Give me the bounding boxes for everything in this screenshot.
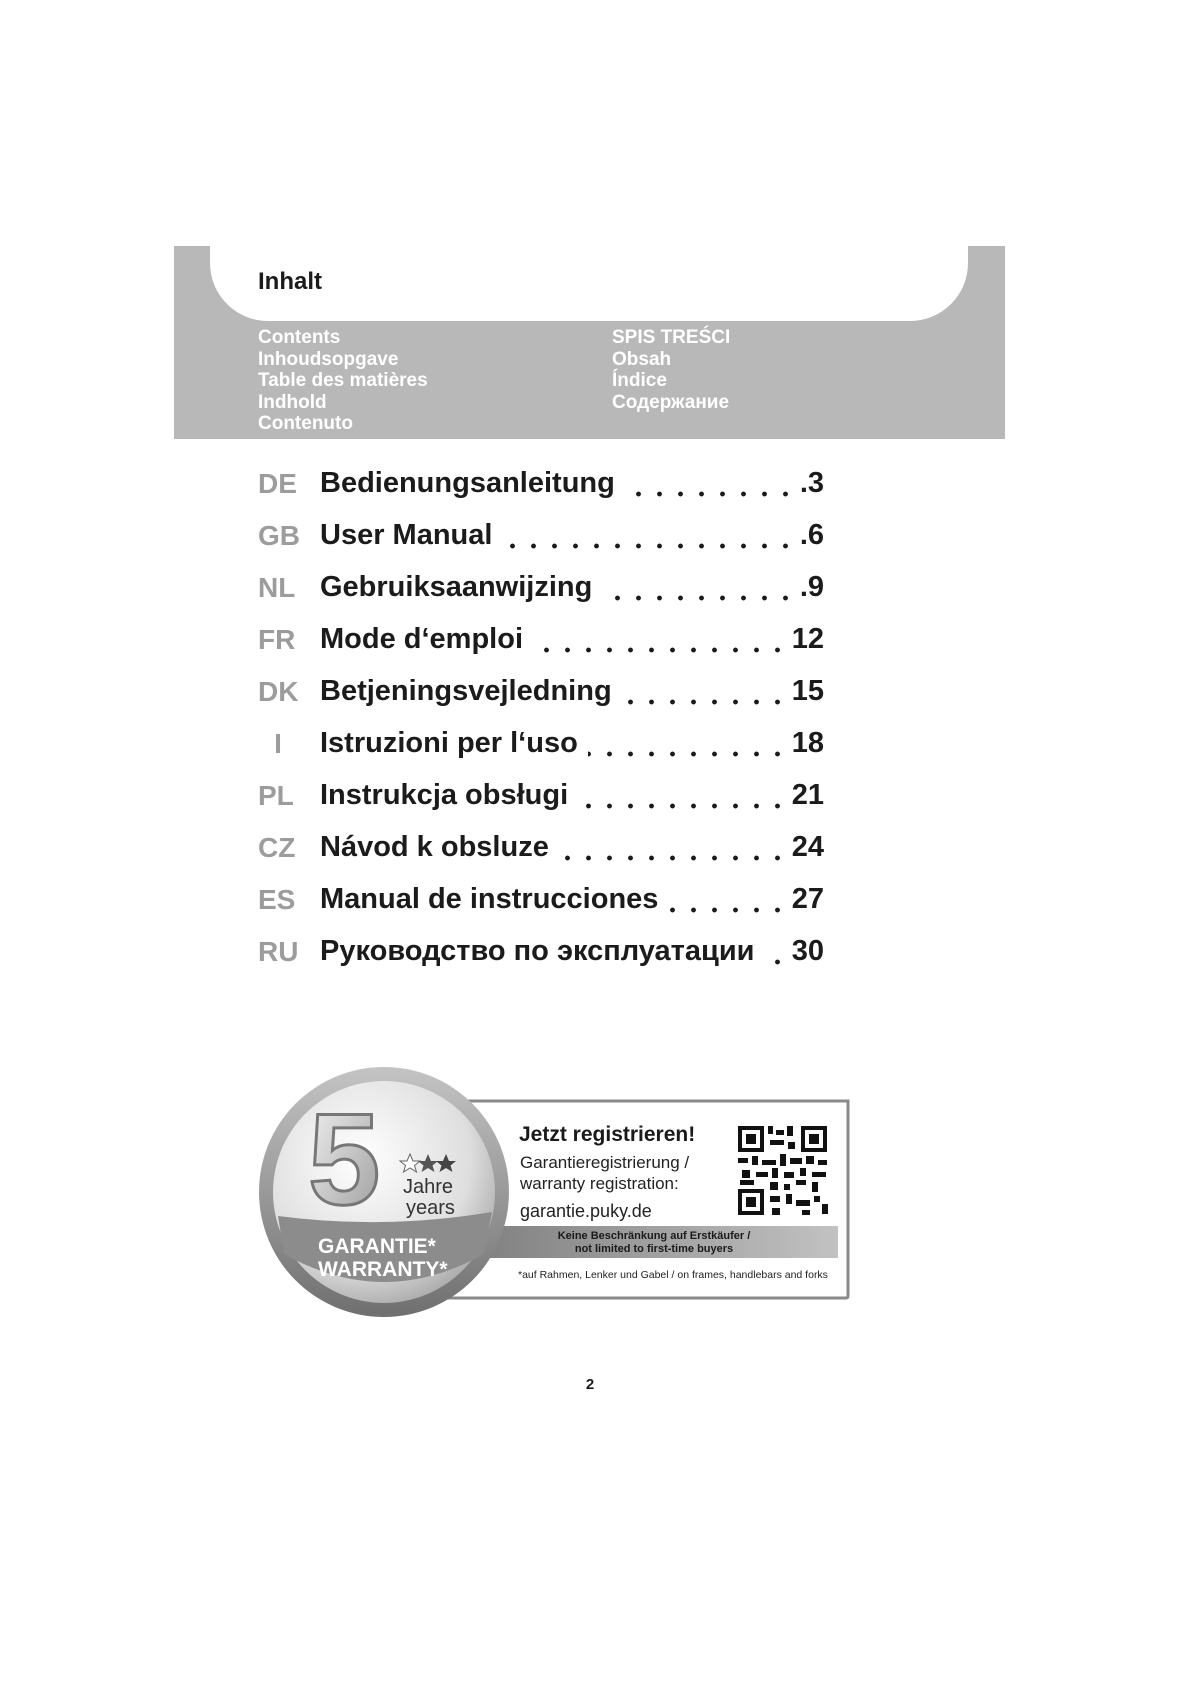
toc-page-number: .3 <box>799 467 824 499</box>
toc-title: Руководство по эксплуатации <box>320 935 755 967</box>
toc-leader-dots <box>764 959 788 965</box>
page-number: 2 <box>585 1376 595 1393</box>
toc-title: Mode d‘emploi <box>320 623 523 655</box>
toc-leader-dots <box>533 647 788 653</box>
contents-translations-right <box>612 327 730 413</box>
toc-language-code: DK <box>258 676 299 707</box>
badge-headline: Jetzt registrieren! <box>519 1123 696 1146</box>
badge-jahre: Jahre <box>403 1176 454 1198</box>
toc-language-code: NL <box>258 572 296 603</box>
contents-translation: SPIS TREŚCI <box>612 327 731 348</box>
contents-translation: Table des matières <box>258 370 428 391</box>
warranty-badge <box>256 1064 850 1320</box>
toc-title: Instrukcja obsługi <box>320 779 569 811</box>
toc-page-number: .9 <box>799 571 824 603</box>
toc-language-code: DE <box>258 468 297 499</box>
toc-row[interactable] <box>258 826 824 878</box>
toc-leader-dots <box>602 595 796 601</box>
toc-title: Bedienungsanleitung <box>320 467 615 499</box>
badge-registration-en: warranty registration: <box>520 1174 679 1193</box>
toc-leader-dots <box>559 855 788 861</box>
toc-language-code: GB <box>258 520 300 551</box>
toc-leader-dots <box>578 803 788 809</box>
contents-translation: Contenuto <box>258 413 353 434</box>
toc-leader-dots <box>588 751 788 757</box>
badge-number: 5 <box>308 1086 381 1232</box>
toc-row[interactable] <box>258 722 824 774</box>
toc-row[interactable] <box>258 566 824 618</box>
toc-page-number: 30 <box>791 935 824 967</box>
toc-row[interactable] <box>258 514 824 566</box>
contents-translations-left <box>258 327 428 435</box>
badge-years: years <box>406 1197 455 1219</box>
contents-translation: Contents <box>258 327 341 348</box>
toc-page-number: 21 <box>791 779 824 811</box>
qr-code-icon[interactable] <box>736 1124 829 1217</box>
toc-page-number: 12 <box>791 623 824 655</box>
badge-warranty: WARRANTY* <box>318 1258 448 1281</box>
toc-language-code: FR <box>258 624 296 655</box>
contents-translation: Índice <box>612 370 667 391</box>
badge-url[interactable]: garantie.puky.de <box>520 1201 652 1221</box>
toc-title: User Manual <box>320 519 493 551</box>
toc-language-code: RU <box>258 936 299 967</box>
toc-row[interactable] <box>258 774 824 826</box>
contents-translation: Indhold <box>258 391 327 413</box>
badge-registration-de: Garantieregistrierung / <box>520 1153 690 1172</box>
toc-leader-dots <box>622 699 788 705</box>
toc-row[interactable] <box>258 878 824 930</box>
toc-title: Manual de instrucciones <box>320 883 659 915</box>
toc-title: Betjeningsvejledning <box>320 675 612 707</box>
toc-title: Istruzioni per l‘uso <box>320 727 578 759</box>
toc-page-number: 24 <box>791 831 824 863</box>
toc-page-number: 27 <box>791 883 824 915</box>
badge-garantie: GARANTIE* <box>318 1235 436 1258</box>
toc-leader-dots <box>502 543 796 549</box>
toc-page-number: 15 <box>791 675 824 707</box>
toc-page-number: 18 <box>791 727 824 759</box>
toc-row[interactable] <box>258 618 824 670</box>
badge-bar-line1: Keine Beschränkung auf Erstkäufer / <box>557 1230 751 1242</box>
toc-language-code: ES <box>258 884 296 915</box>
toc-title: Gebruiksaanwijzing <box>320 571 593 603</box>
toc-title: Návod k obsluze <box>320 831 549 863</box>
toc-row[interactable] <box>258 930 824 982</box>
toc-language-code: I <box>274 728 282 759</box>
table-of-contents <box>258 462 824 982</box>
badge-bar-line2: not limited to first-time buyers <box>574 1243 734 1255</box>
toc-page-number: .6 <box>799 519 824 551</box>
page-title: Inhalt <box>258 268 322 295</box>
toc-leader-dots <box>668 907 788 913</box>
toc-row[interactable] <box>258 670 824 722</box>
toc-language-code: CZ <box>258 832 296 863</box>
toc-row[interactable] <box>258 462 824 514</box>
contents-header-tab <box>210 246 968 321</box>
contents-translation: Inhoudsopgave <box>258 348 399 370</box>
contents-translation: Содержание <box>612 391 730 413</box>
toc-leader-dots <box>625 491 796 497</box>
badge-footnote: *auf Rahmen, Lenker und Gabel / on frames, handlebars and forks <box>518 1269 828 1281</box>
toc-language-code: PL <box>258 780 294 811</box>
contents-translation: Obsah <box>612 348 672 370</box>
